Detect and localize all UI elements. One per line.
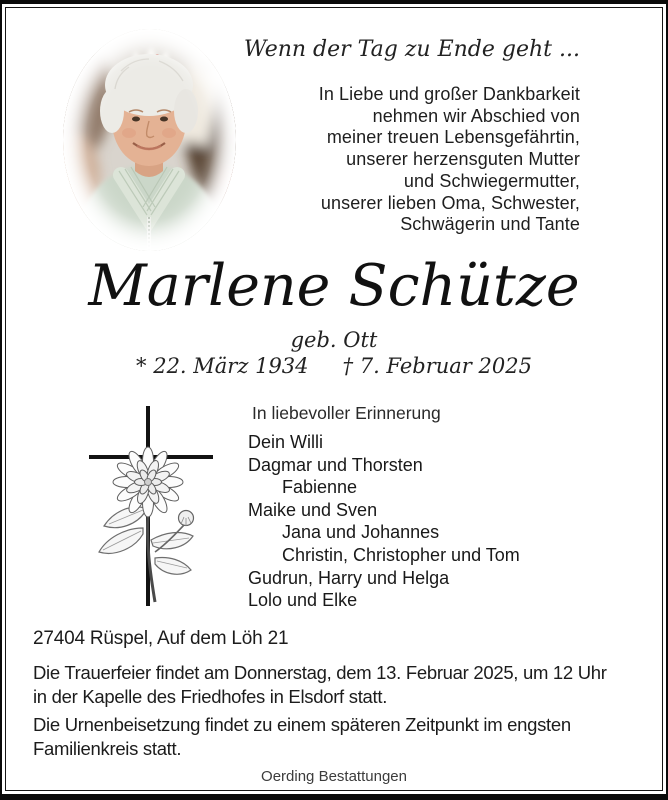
funeral-line: in der Kapelle des Friedhofes in Elsdorf statt. (33, 685, 388, 707)
intro-line: unserer herzensguten Mutter (346, 149, 580, 170)
intro-line: In Liebe und großer Dankbarkeit (318, 84, 580, 104)
opening-verse: Wenn der Tag zu Ende geht ... (243, 37, 580, 62)
mourner-line: Maike und Sven (248, 499, 378, 520)
portrait-photo (63, 29, 236, 251)
mourner-line: Dagmar und Thorsten (248, 454, 423, 475)
urn-line: Die Urnenbeisetzung findet zu einem späteren Zeitpunkt im engsten (33, 714, 571, 735)
home-address: 27404 Rüspel, Auf dem Löh 21 (33, 628, 289, 649)
urn-line: Familienkreis statt. (33, 737, 182, 759)
mourner-line: Fabienne (282, 477, 358, 498)
intro-paragraph (319, 84, 580, 236)
undertaker-name: Oerding Bestattungen (261, 768, 407, 785)
urn-burial-info (33, 713, 571, 760)
intro-line: meiner treuen Lebensgefährtin, (326, 127, 580, 148)
mourner-line: Dein Willi (248, 432, 324, 452)
intro-line: und Schwiegermutter, (403, 170, 580, 191)
intro-line: nehmen wir Abschied von (372, 105, 580, 126)
deceased-name: Marlene Schütze (88, 253, 580, 319)
mourner-line: Gudrun, Harry und Helga (248, 567, 450, 588)
mourner-line: Christin, Christopher und Tom (282, 544, 520, 565)
intro-line: Schwägerin und Tante (400, 214, 580, 235)
mourners-list (248, 431, 520, 612)
portrait-photo-illustration (63, 29, 236, 251)
maiden-name: geb. Ott (290, 328, 378, 352)
intro-line: unserer lieben Oma, Schwester, (320, 192, 580, 213)
cross-and-dahlia-illustration (85, 400, 225, 612)
funeral-info (33, 661, 607, 708)
remembrance-heading: In liebevoller Erinnerung (252, 403, 441, 423)
mourner-line: Jana und Johannes (282, 522, 440, 543)
mourner-line: Lolo und Elke (248, 590, 358, 611)
birth-date: * 22. März 1934 (136, 354, 309, 378)
funeral-line: Die Trauerfeier findet am Donnerstag, dem 13. Februar 2025, um 12 Uhr (33, 662, 607, 683)
death-date: † 7. Februar 2025 (342, 354, 532, 378)
life-dates (2, 354, 666, 378)
